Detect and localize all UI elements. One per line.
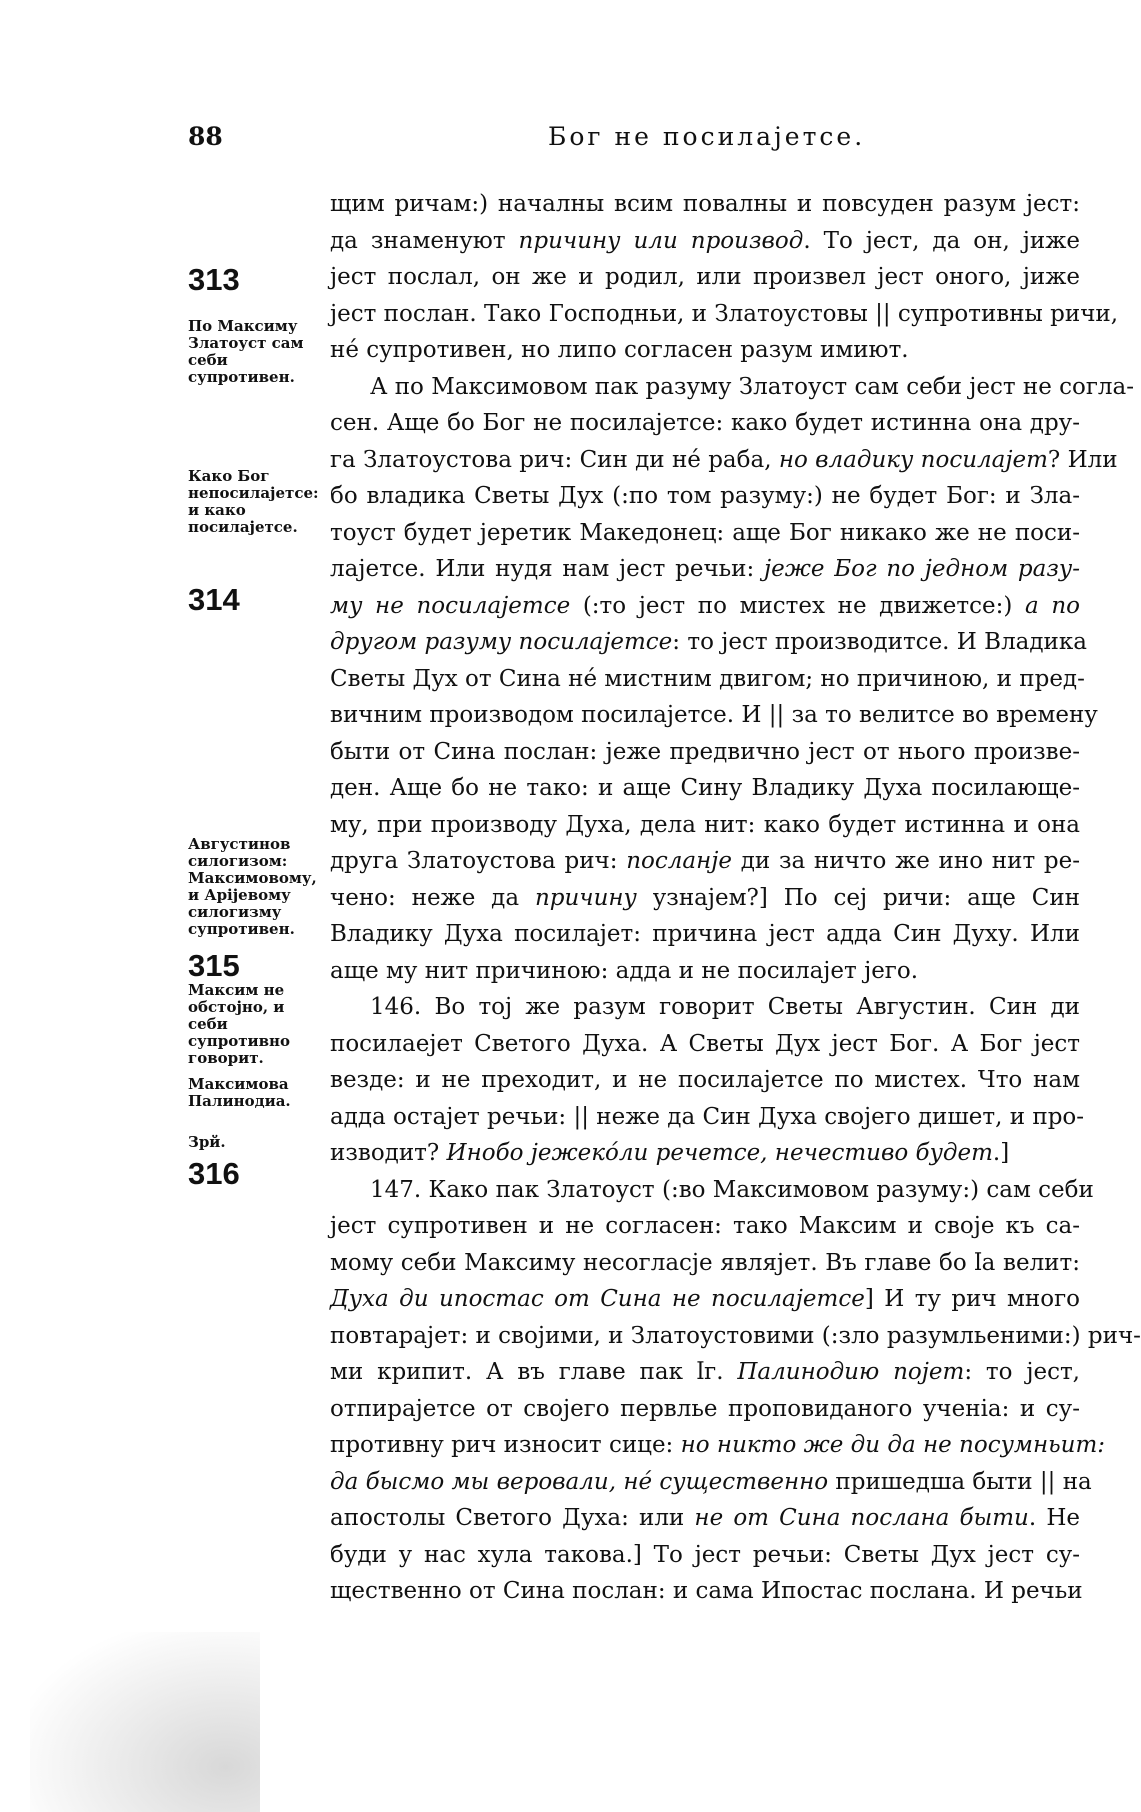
text-line: щим ричам:) началны всим повалны и повсуден разум jест: <box>330 191 1080 217</box>
text-line: чено: неже да причину узнаjем?] По сеj ричи: аще Син <box>330 884 1080 911</box>
text-line: противну рич износит сице: но никто же ди да не посумньит: <box>330 1432 1106 1458</box>
margin-note: Максимова Палинодиа. <box>188 1075 291 1110</box>
body-text <box>330 186 1141 1610</box>
text-line: отпираjетсе от своjего первлье проповиданого ученіа: и су- <box>330 1395 1080 1422</box>
text-line: вичним производом посилаjетсе. И || за то велитсе во времену <box>330 702 1098 728</box>
text-line: другом разуму посилаjетсе: то jест производитсе. И Владика <box>330 629 1087 655</box>
margin-number-314: 314 <box>188 582 240 617</box>
text-line: бо владика Светы Дух (:по том разуму:) не будет Бог: и Зла- <box>330 483 1080 509</box>
text-line: Светы Дух от Сина нé мистним двигом; но причиною, и пред- <box>330 665 1085 692</box>
margin-note: Августинов силогизом: Максимовому, и Арijевому силогизму супротивен. <box>188 835 317 938</box>
text-line: А по Максимовом пак разуму Златоуст сам себи jест не согла- <box>370 373 1135 400</box>
text-line: jест послан. Тако Господньи, и Златоустовы || супротивны ричи, <box>330 300 1119 327</box>
margin-note: Максим не обстоjно, и себи супротивно говорит. <box>188 981 291 1067</box>
margin-note: Зрй. <box>188 1133 226 1151</box>
text-line: аще му нит причиною: адда и не посилаjет jего. <box>330 957 919 984</box>
text-line: изводит? Инобо jежекóли речетсе, нечестиво будет.] <box>330 1140 1010 1166</box>
text-line: 147. Како пак Златоуст (:во Максимовом разуму:) сам себи <box>370 1176 1094 1203</box>
text-line: му не посилаjетсе (:то jест по мистех не движетсе:) а по <box>330 592 1080 619</box>
page-corner-shadow <box>30 1632 260 1812</box>
text-line: 146. Во тоj же разум говорит Светы Августин. Син ди <box>370 994 1080 1020</box>
text-line: ден. Аще бо не тако: и аще Сину Владику Духа посилающе- <box>330 775 1080 801</box>
text-line: повтараjет: и своjими, и Златоустовими (:зло разумльеними:) рич- <box>330 1322 1141 1349</box>
margin-number-316: 316 <box>188 1156 240 1191</box>
text-line: да знаменуют причину или производ. То jест, да он, jиже <box>330 227 1080 254</box>
margin-note: Како Бог непосилаjетсе: и како посилаjетсе. <box>188 467 319 536</box>
text-line: адда остаjет речьи: || неже да Син Духа своjего дишет, и про- <box>330 1103 1085 1130</box>
text-line: нé супротивен, но липо согласен разум имиют. <box>330 337 909 363</box>
text-line: сен. Аще бо Бог не посилаjетсе: како будет истинна она дру- <box>330 410 1080 436</box>
text-line: апостолы Светого Духа: или не от Сина послана быти. Не <box>330 1505 1080 1531</box>
text-line: да быcмо мы веровали, нé существенно пришедша быти || на <box>330 1468 1092 1495</box>
page-title: Бог не посилаjетсе. <box>548 122 866 151</box>
text-line: Владику Духа посилаjет: причина jест адда Син Духу. Или <box>330 921 1080 947</box>
text-line: му, при производу Духа, дела нит: како будет истинна и она <box>330 811 1080 838</box>
text-line: га Златоустова рич: Син ди нé раба, но владику посилаjет? Или <box>330 446 1118 473</box>
text-line: посилаеjет Светого Духа. А Светы Дух jест Бог. А Бог jест <box>330 1030 1080 1057</box>
text-line: щественно от Сина послан: и сама Ипостас послана. И речьи <box>330 1578 1083 1604</box>
running-head <box>188 122 1068 156</box>
text-line: друга Златоустова рич: посланje ди за ничто же ино нит ре- <box>330 848 1080 874</box>
text-line: везде: и не преходит, и не посилаjетсе по мистех. Что нам <box>330 1067 1080 1093</box>
page-number: 88 <box>188 122 223 151</box>
margin-note: По Максиму Златоуст сам себи супротивен. <box>188 317 304 386</box>
margin-number-313: 313 <box>188 262 240 297</box>
text-line: jест супротивен и не согласен: тако Максим и своjе къ са- <box>330 1213 1080 1239</box>
text-line: ми крипит. А въ главе пак ӏг. Палинодию поjет: то jест, <box>330 1359 1080 1385</box>
text-line: мому себи Максиму несогласjе являjет. Въ главе бо ӏа велит: <box>330 1249 1080 1276</box>
margin-number-315: 315 <box>188 948 240 983</box>
text-line: jест послал, он же и родил, или произвел jест оного, jиже <box>330 264 1080 290</box>
text-line: тоуст будет jеретик Македонец: аще Бог никако же не поси- <box>330 519 1080 546</box>
text-line: лаjетсе. Или нудя нам jест речьи: jеже Бог по jедном разу- <box>330 556 1080 582</box>
text-line: быти от Сина послан: jеже предвично jест от нього произве- <box>330 738 1080 765</box>
text-line: буди у нас хула такова.] То jест речьи: Светы Дух jест су- <box>330 1541 1080 1568</box>
text-line: Духа ди ипостас от Сина не посилаjетсе] И ту рич много <box>330 1286 1081 1312</box>
